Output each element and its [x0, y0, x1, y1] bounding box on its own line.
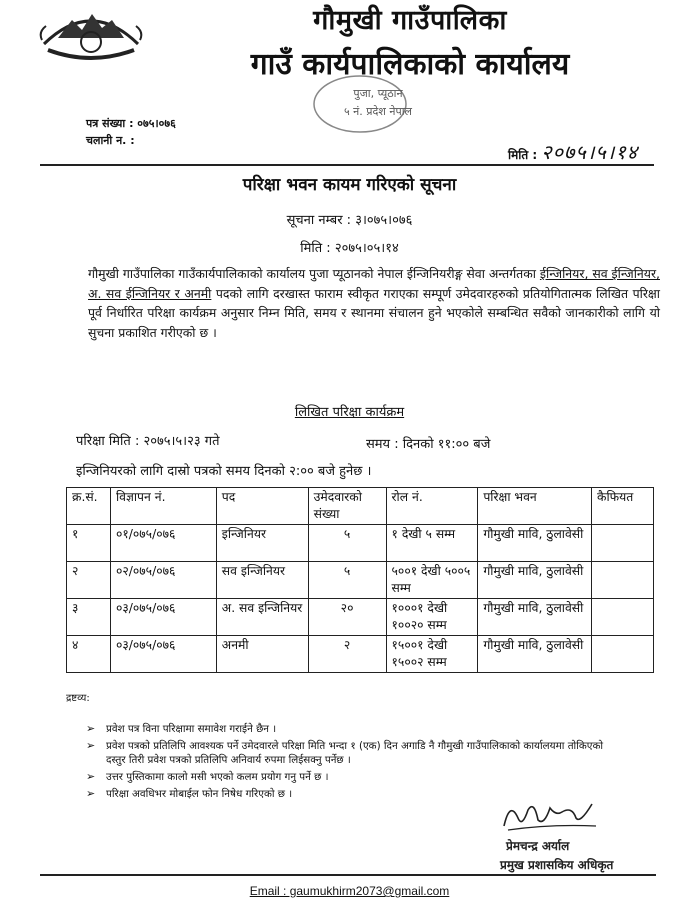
exam-date: परिक्षा मिति : २०७५।५।२३ गते — [76, 434, 220, 449]
notice-body — [88, 264, 660, 342]
notice-date: मिति : २०७५।०५।१४ — [300, 241, 399, 256]
schedule-title: लिखित परिक्षा कार्यक्रम — [294, 405, 405, 420]
column-header: परिक्षा भवन — [478, 488, 592, 525]
table-row — [67, 562, 654, 599]
footer-email — [0, 884, 699, 898]
cell-count: ५ — [308, 525, 386, 562]
signatory-name: प्रेमचन्द्र अर्याल — [506, 839, 570, 853]
table-row — [67, 599, 654, 636]
cell-post: सव इन्जिनियर — [216, 562, 308, 599]
notice-body-part1: गौमुखी गाउँपालिका गाउँकार्यपालिकाको कार्यालय पुजा प्यूठानको नेपाल ईन्जिनियरीङ्ग सेवा अन्तर्गतका — [88, 266, 540, 281]
cell-roll: ५००१ देखी ५००५ सम्म — [386, 562, 478, 599]
column-header: उमेदवारको संख्या — [308, 488, 386, 525]
notice-body-posts: ईन्जिनियर, सव ईन्जिनियर, अ. सव ईन्जिनियर र अनमी — [88, 266, 660, 301]
cell-post: अ. सव इन्जिनियर — [216, 599, 308, 636]
cell-ad-no: ०३/०७५/०७६ — [110, 636, 216, 673]
cell-remarks — [592, 599, 654, 636]
cell-roll: १०००१ देखी १००२० सम्म — [386, 599, 478, 636]
cell-venue: गौमुखी मावि, ठुलावेसी — [478, 599, 592, 636]
cell-venue: गौमुखी मावि, ठुलावेसी — [478, 636, 592, 673]
note-item — [86, 722, 616, 736]
engineer-note: इन्जिनियरको लागि दास्रो पत्रको समय दिनको २:०० बजे हुनेछ । — [76, 464, 372, 479]
cell-venue: गौमुखी मावि, ठुलावेसी — [478, 562, 592, 599]
signature — [500, 796, 600, 836]
note-text: परिक्षा अवधिभर मोबाईल फोन निषेध गरिएको छ । — [106, 788, 293, 800]
email-address: Email : gaumukhirm2073@gmail.com — [249, 884, 450, 898]
cell-ad-no: ०१/०७५/०७६ — [110, 525, 216, 562]
note-item — [86, 770, 616, 784]
table-header-row — [67, 488, 654, 525]
stamp-line-1: पुजा, प्यूठान — [353, 87, 403, 100]
cell-sn: ३ — [67, 599, 111, 636]
header-divider — [40, 164, 654, 166]
cell-ad-no: ०२/०७५/०७६ — [110, 562, 216, 599]
cell-count: २० — [308, 599, 386, 636]
exam-time: समय : दिनको ११:०० बजे — [366, 437, 491, 452]
header-date-value: २०७५।५।१४ — [541, 140, 639, 164]
table-row — [67, 636, 654, 673]
notes-list — [86, 722, 616, 804]
arrow-bullet-icon: ➢ — [86, 722, 96, 735]
cell-count: ५ — [308, 562, 386, 599]
dispatch-number: चलानी न. : — [86, 134, 135, 147]
cell-ad-no: ०३/०७५/०७६ — [110, 599, 216, 636]
cell-post: इन्जिनियर — [216, 525, 308, 562]
cell-remarks — [592, 636, 654, 673]
cell-sn: २ — [67, 562, 111, 599]
footer-divider — [40, 874, 656, 876]
letter-number: पत्र संख्या : ०७५।०७६ — [86, 117, 176, 130]
office-name: गाउँ कार्यपालिकाको कार्यालय — [250, 47, 570, 82]
column-header: पद — [216, 488, 308, 525]
note-text: प्रवेश पत्रको प्रतिलिपि आवश्यक पर्ने उमेदवारले परिक्षा मिति भन्दा १ (एक) दिन अगाडि नै गौमुखी गाउँपालिकाको कार्यालयमा तोकिएको दस्तुर तिरी प्रवेश पत्रको प्रतिलिपि अनिवार्य रुपमा लिईसक्नु पर्नेछ । — [106, 740, 604, 766]
cell-sn: १ — [67, 525, 111, 562]
note-item — [86, 739, 616, 767]
notice-title: परिक्षा भवन कायम गरिएको सूचना — [242, 175, 457, 195]
stamp-line-2: ५ नं. प्रदेश नेपाल — [343, 105, 413, 118]
notice-body-part2: पदको लागि दरखास्त फाराम स्वीकृत गराएका सम्पूर्ण उमेदवारहरुको प्रतियोगितात्मक लिखित परिक्षा पूर्व निर्धारित परिक्षा कार्यक्रम अनुसार निम्न मिति, समय र स्थानमा संचालन हुने भएकोले सम्बन्धित सवैको जानकारीको लागि यो सुचना प्रकाशित गरीएको छ । — [88, 285, 660, 340]
cell-roll: १ देखी ५ सम्म — [386, 525, 478, 562]
arrow-bullet-icon: ➢ — [86, 787, 96, 800]
notes-label: द्रष्टव्य: — [66, 693, 90, 704]
note-text: प्रवेश पत्र विना परिक्षामा समावेश गराईने छैन । — [106, 723, 277, 735]
org-name: गौमुखी गाउँपालिका — [313, 5, 507, 36]
header-date — [508, 138, 638, 165]
cell-roll: १५००१ देखी १५००२ सम्म — [386, 636, 478, 673]
cell-remarks — [592, 525, 654, 562]
office-stamp — [300, 66, 450, 134]
column-header: विज्ञापन नं. — [110, 488, 216, 525]
cell-remarks — [592, 562, 654, 599]
header-date-label: मिति : — [508, 148, 538, 162]
cell-count: २ — [308, 636, 386, 673]
column-header: क्र.सं. — [67, 488, 111, 525]
cell-venue: गौमुखी मावि, ठुलावेसी — [478, 525, 592, 562]
cell-post: अनमी — [216, 636, 308, 673]
table-row — [67, 525, 654, 562]
cell-sn: ४ — [67, 636, 111, 673]
notice-number: सूचना नम्बर : ३।०७५।०७६ — [286, 213, 413, 228]
exam-table — [66, 487, 654, 673]
arrow-bullet-icon: ➢ — [86, 770, 96, 783]
arrow-bullet-icon: ➢ — [86, 739, 96, 752]
signatory-title: प्रमुख प्रशासकिय अधिकृत — [500, 858, 614, 872]
government-emblem — [38, 4, 144, 66]
column-header: कैफियत — [592, 488, 654, 525]
column-header: रोल नं. — [386, 488, 478, 525]
note-text: उत्तर पुस्तिकामा कालो मसी भएको कलम प्रयोग गनु पर्ने छ । — [106, 771, 329, 783]
